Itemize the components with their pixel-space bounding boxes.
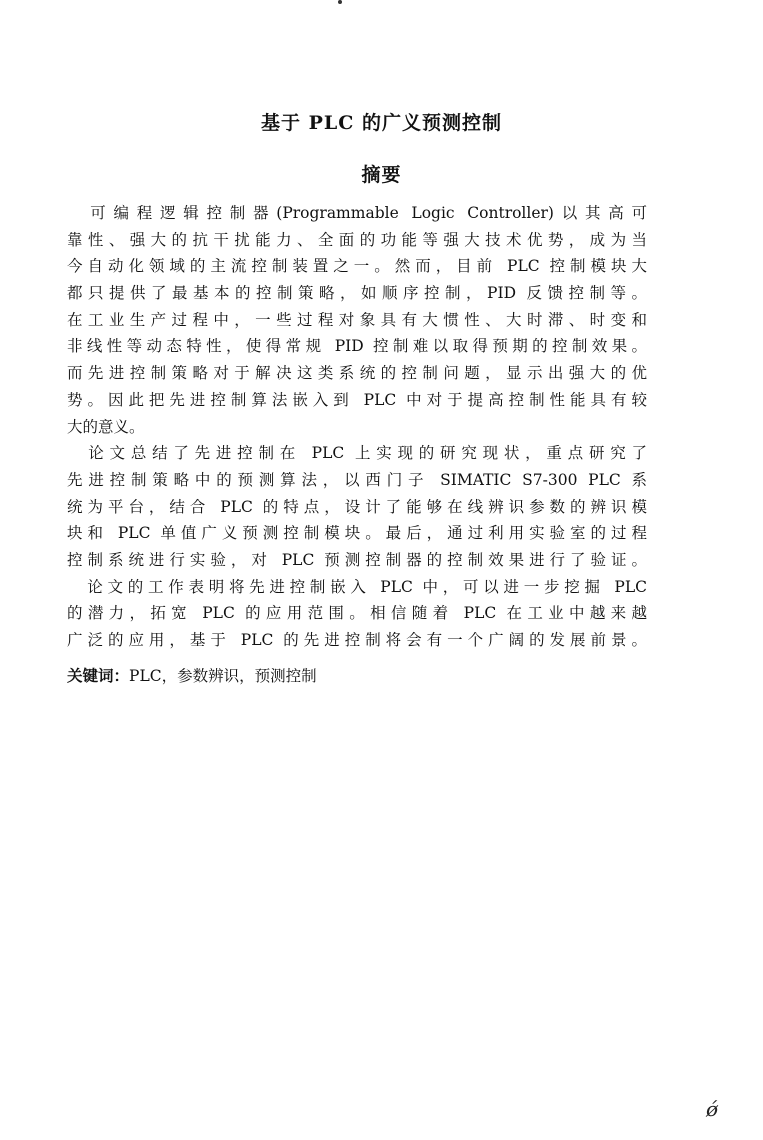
text-line: 论文总结了先进控制在 PLC 上实现的研究现状，重点研究了 [67, 444, 647, 463]
text-line: 都只提供了最基本的控制策略，如顺序控制，PID 反馈控制等。 [67, 284, 647, 303]
abstract-body [67, 200, 647, 654]
text-line: 控制系统进行实验，对 PLC 预测控制器的控制效果进行了验证。 [67, 550, 647, 569]
text-line: 在工业生产过程中，一些过程对象具有大惯性、大时滞、时变和 [67, 310, 647, 329]
text-line: 非线性等动态特性，使得常规 PID 控制难以取得预期的控制效果。 [67, 337, 647, 356]
document-title: 基于 PLC 的广义预测控制 [261, 112, 502, 134]
keywords-label: 关键词： [67, 666, 130, 685]
paragraph-2 [67, 440, 647, 573]
keywords-line [67, 664, 317, 688]
text-line: 论文的工作表明将先进控制嵌入 PLC 中，可以进一步挖掘 PLC [67, 577, 647, 596]
abstract-heading: 摘要 [361, 164, 402, 186]
text-line: 今自动化领域的主流控制装置之一。然而，目前 PLC 控制模块大 [67, 257, 647, 276]
text-line: 的潜力，拓宽 PLC 的应用范围。相信随着 PLC 在工业中越来越 [67, 604, 647, 623]
text-line: 块和 PLC 单值广义预测控制模块。最后，通过利用实验室的过程 [67, 524, 647, 543]
text-line: 先进控制策略中的预测算法，以西门子 SIMATIC S7-300 PLC 系 [67, 470, 647, 489]
scan-dot [338, 0, 342, 4]
paragraph-3 [67, 574, 647, 654]
text-line: 可编程逻辑控制器(Programmable Logic Controller)以其高可 [67, 204, 647, 222]
text-line: 势。因此把先进控制算法嵌入到 PLC 中对于提高控制性能具有较 [67, 390, 647, 409]
paragraph-1 [67, 200, 647, 440]
page-number-mark: ǿ [706, 1097, 719, 1121]
text-line: 而先进控制策略对于解决这类系统的控制问题，显示出强大的优 [67, 364, 647, 383]
text-line: 大的意义。 [67, 417, 145, 436]
text-line: 靠性、强大的抗干扰能力、全面的功能等强大技术优势，成为当 [67, 230, 647, 249]
text-line: 广泛的应用，基于 PLC 的先进控制将会有一个广阔的发展前景。 [67, 631, 647, 649]
text-line: 统为平台，结合 PLC 的特点，设计了能够在线辨识参数的辨识模 [67, 497, 647, 516]
keywords-value: PLC，参数辨识，预测控制 [129, 667, 317, 685]
